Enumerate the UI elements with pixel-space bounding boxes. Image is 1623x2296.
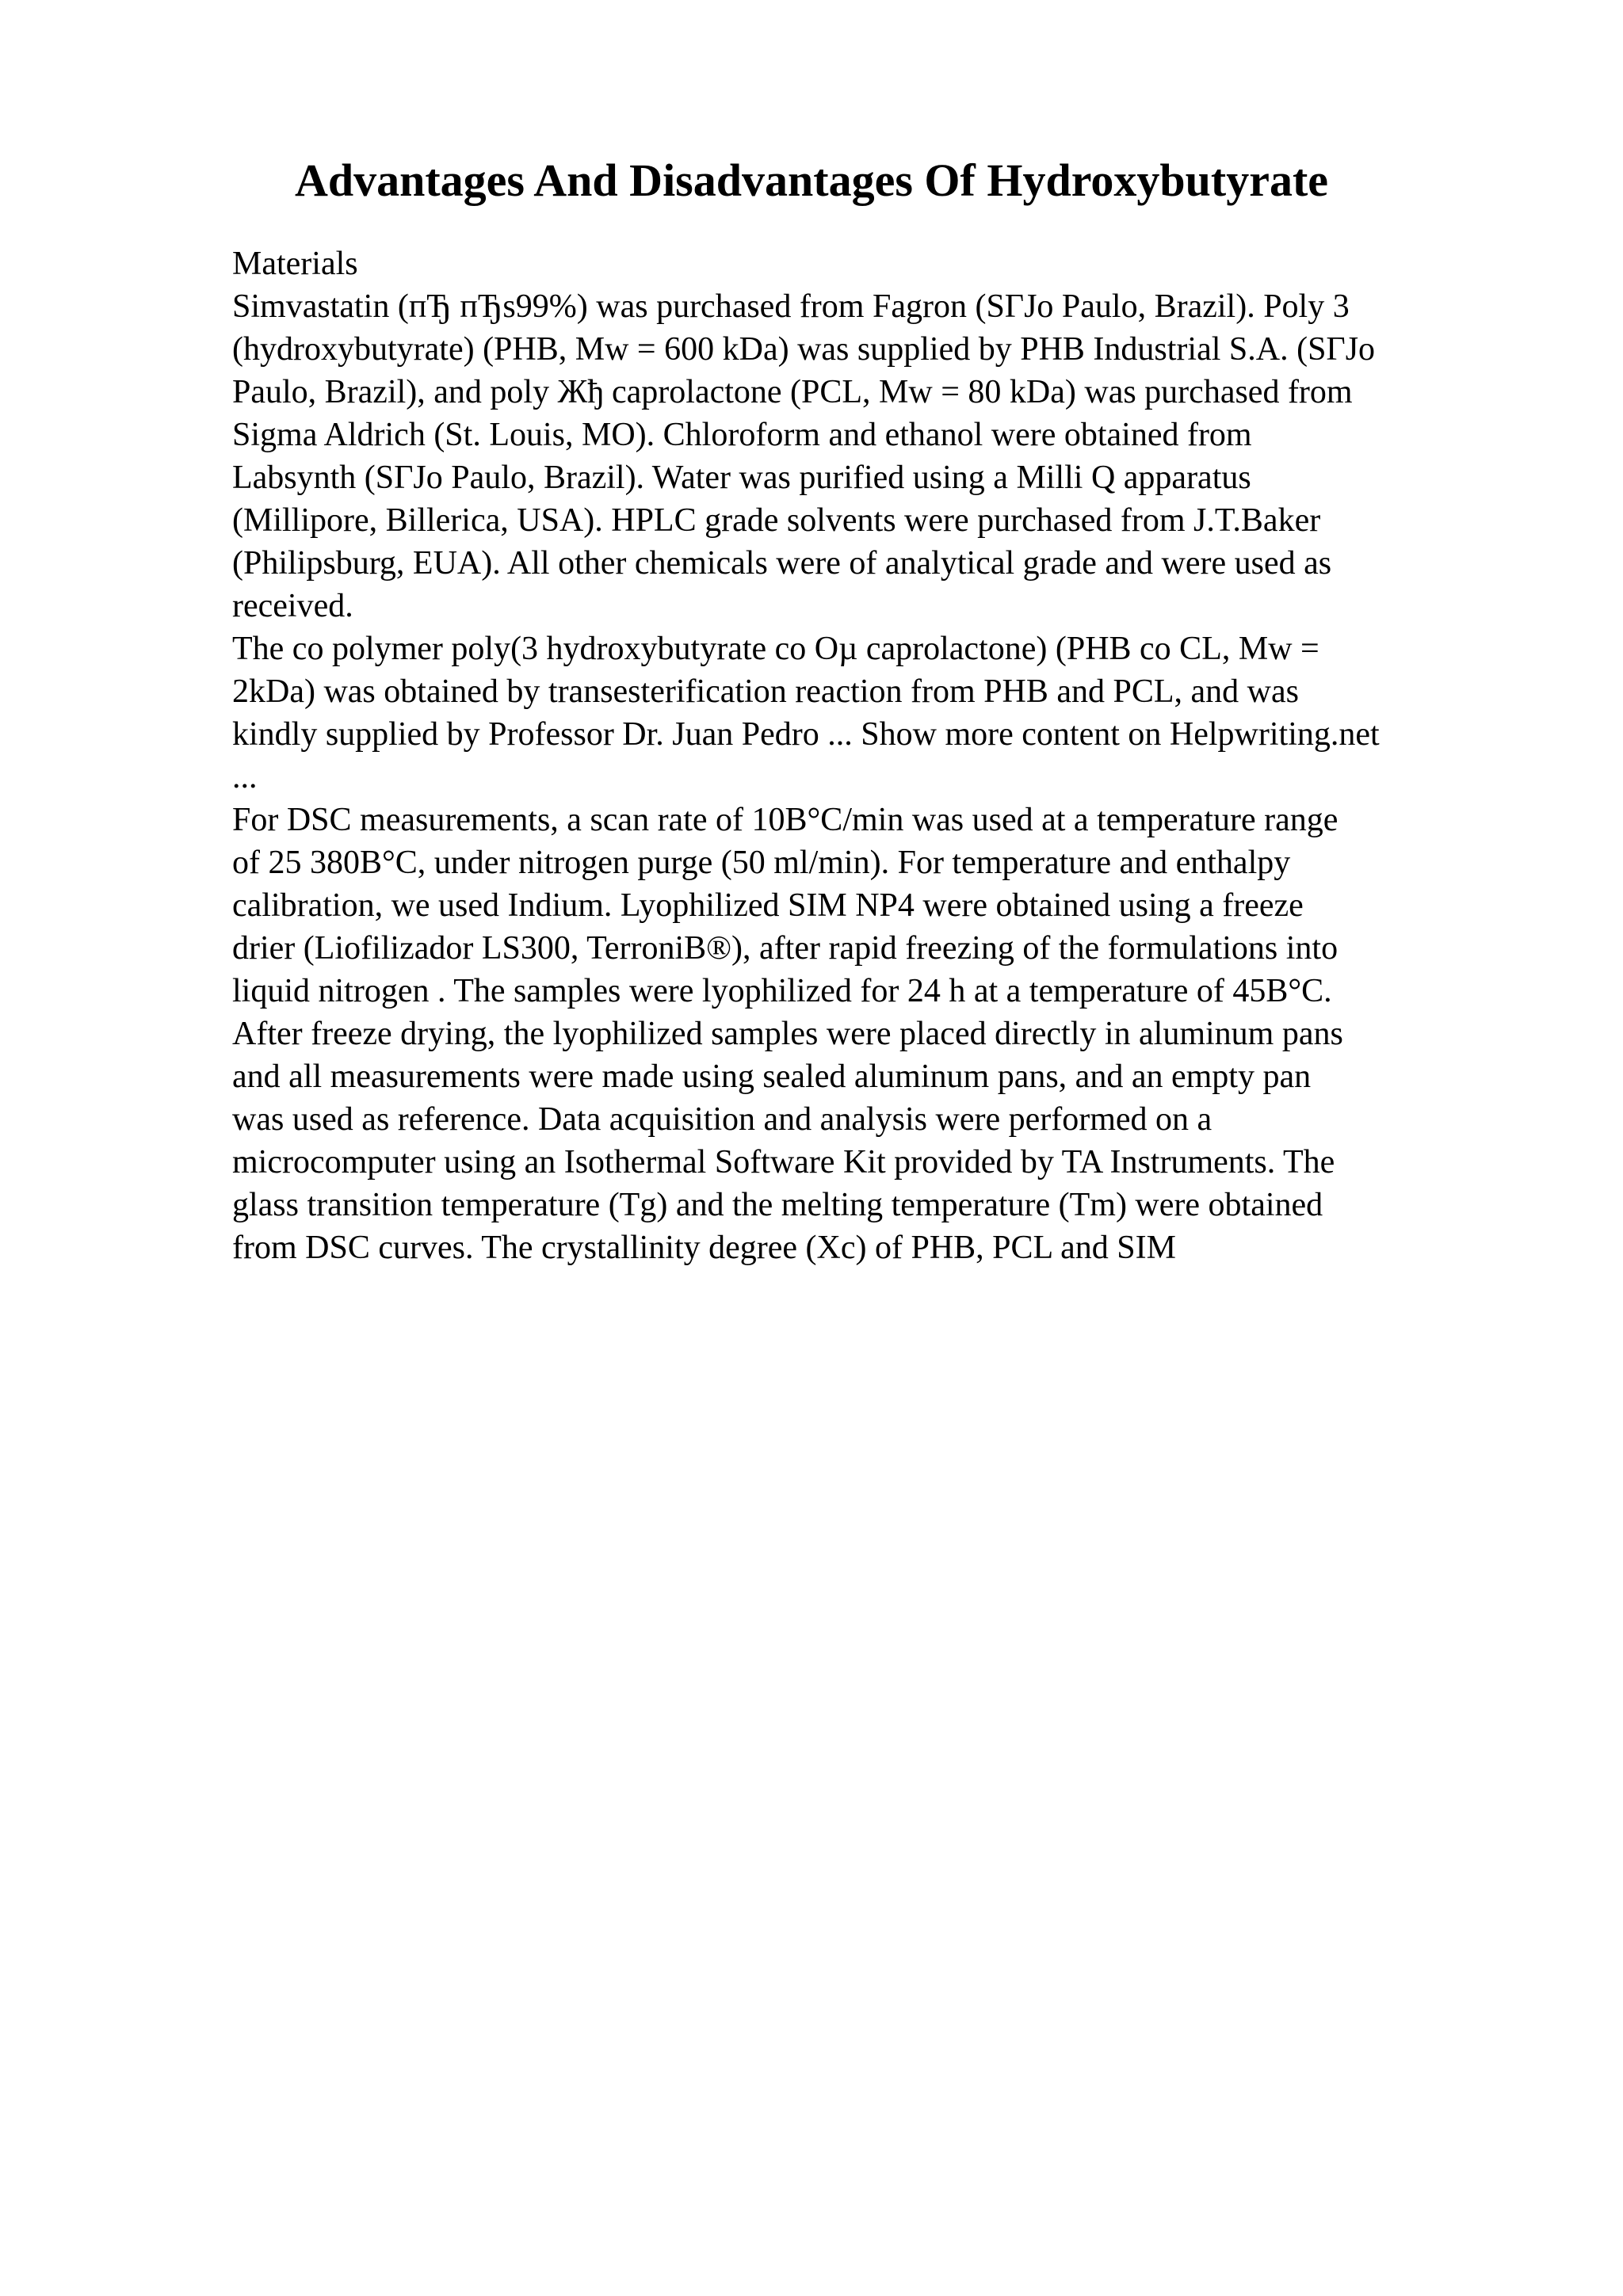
body-line: 2kDa) was obtained by transesterification reaction from PHB and PCL, and was [232,673,1299,710]
body-line: Sigma Aldrich (St. Louis, MO). Chloroform and ethanol were obtained from [232,417,1252,453]
body-line: (Philipsburg, EUA). All other chemicals were of analytical grade and were used as [232,545,1332,582]
body-line: liquid nitrogen . The samples were lyophilized for 24 h at a temperature of 45В°C. [232,973,1332,1009]
body-line: calibration, we used Indium. Lyophilized SIM NP4 were obtained using a freeze [232,887,1304,924]
document-body [232,242,1516,1269]
body-line: Labsynth (SГЈo Paulo, Brazil). Water was purified using a Milli Q apparatus [232,460,1251,496]
body-line: For DSC measurements, a scan rate of 10В°C/min was used at a temperature range [232,802,1338,838]
body-line: Simvastatin (пЂ пЂs99%) was purchased from Fagron (SГЈo Paulo, Brazil). Poly 3 [232,288,1350,325]
body-line: Materials [232,246,358,282]
body-line: Paulo, Brazil), and poly Жђ caprolactone (PCL, Mw = 80 kDa) was purchased from [232,374,1353,410]
body-line: from DSC curves. The crystallinity degree (Xc) of PHB, PCL and SIM [232,1230,1176,1266]
body-line: The co polymer poly(3 hydroxybutyrate co Оµ caprolactone) (PHB co CL, Mw = [232,631,1319,667]
body-line: and all measurements were made using sealed aluminum pans, and an empty pan [232,1058,1312,1095]
body-line: (hydroxybutyrate) (PHB, Mw = 600 kDa) was supplied by PHB Industrial S.A. (SГЈo [232,331,1376,368]
body-line: was used as reference. Data acquisition and analysis were performed on a [232,1101,1212,1138]
body-line: received. [232,588,353,624]
body-line: kindly supplied by Professor Dr. Juan Pedro ... Show more content on Helpwriting.net [232,716,1380,753]
body-line: drier (Liofilizador LS300, TerroniВ®), after rapid freezing of the formulations into [232,930,1338,967]
document-title: Advantages And Disadvantages Of Hydroxybutyrate [294,154,1329,206]
body-line: glass transition temperature (Tg) and the melting temperature (Tm) were obtained [232,1187,1323,1223]
body-line: ... [232,759,258,795]
body-line: After freeze drying, the lyophilized samples were placed directly in aluminum pans [232,1016,1343,1052]
body-line: (Millipore, Billerica, USA). HPLC grade solvents were purchased from J.T.Baker [232,502,1321,539]
body-line: of 25 380В°C, under nitrogen purge (50 ml/min). For temperature and enthalpy [232,845,1291,881]
body-line: microcomputer using an Isothermal Software Kit provided by TA Instruments. The [232,1144,1335,1180]
